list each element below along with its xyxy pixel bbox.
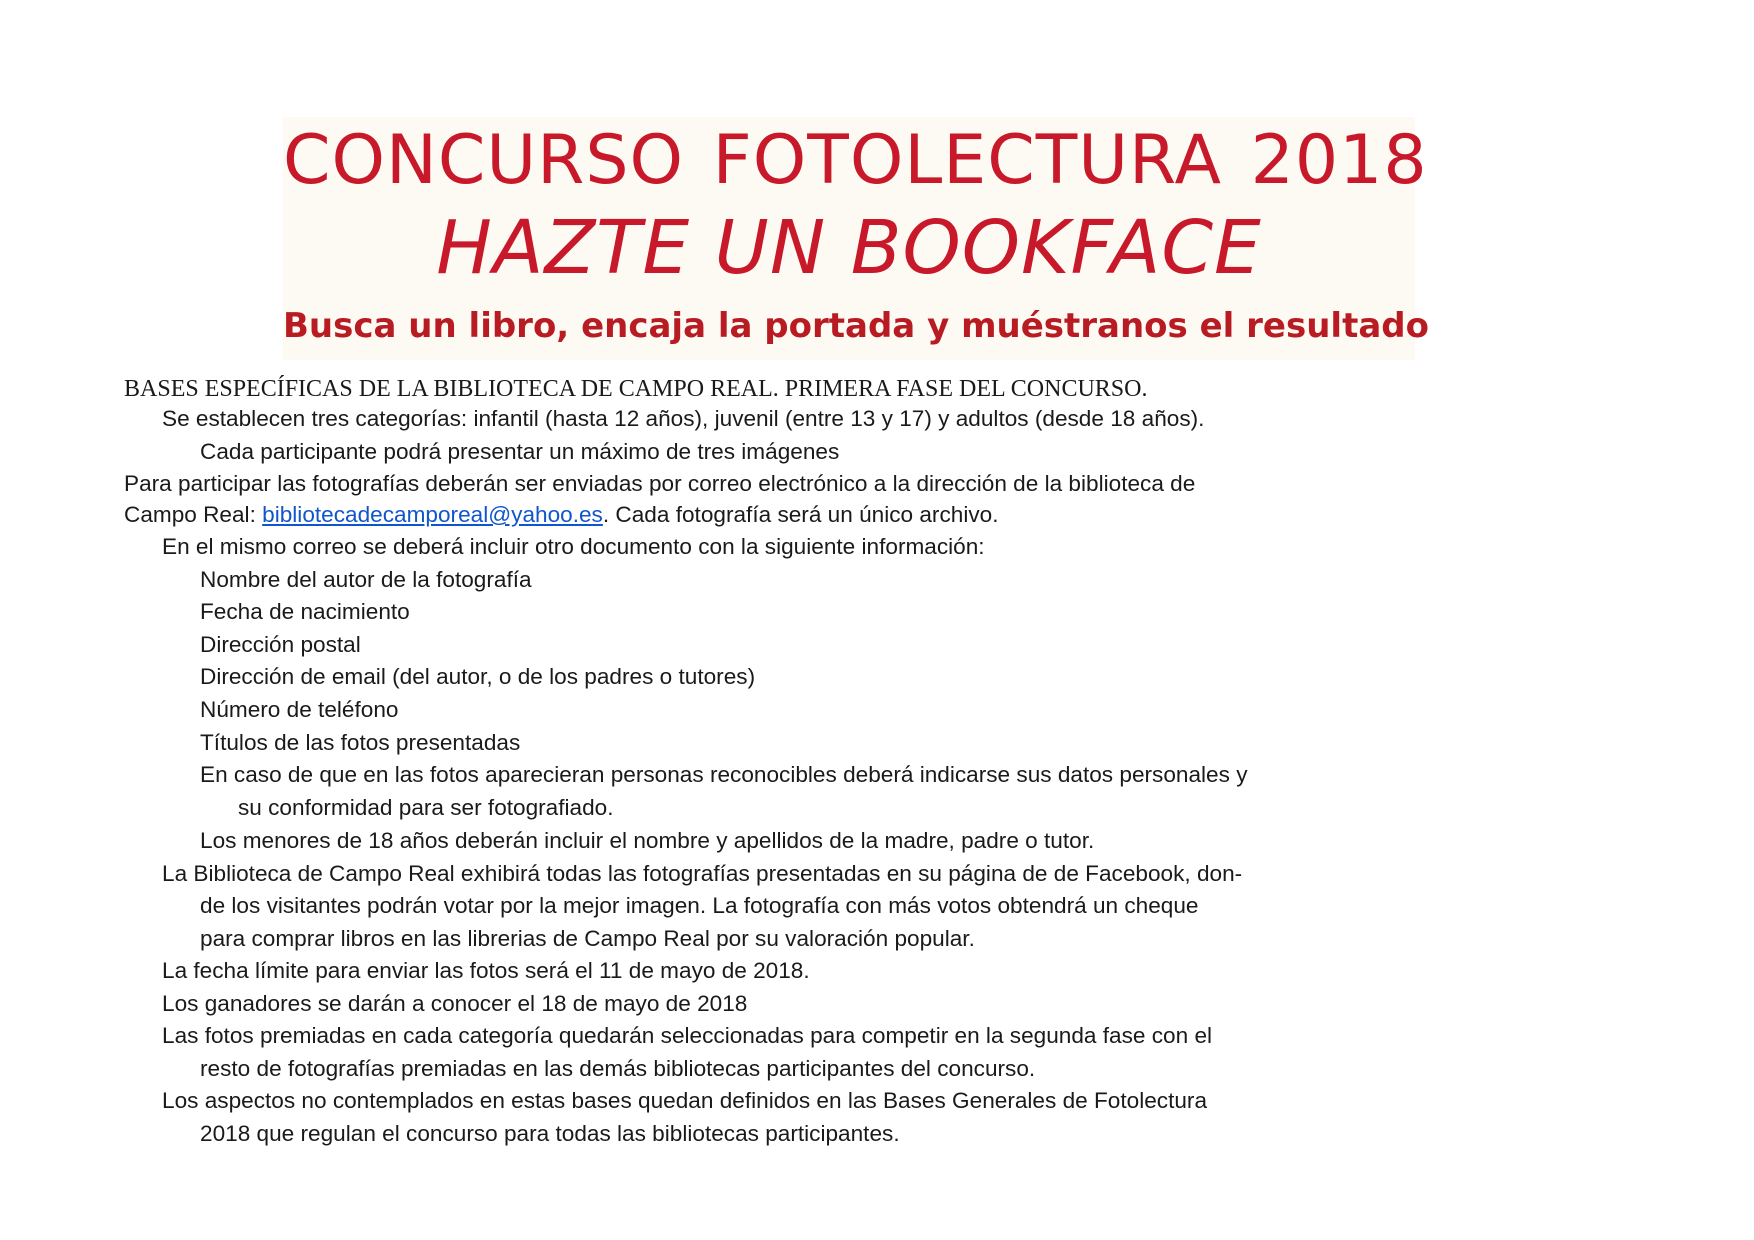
banner-subtitle: HAZTE UN BOOKFACE [436,205,1262,291]
email-paragraph-line-2 [124,500,998,530]
winners-paragraph: Los ganadores se darán a conocer el 18 de mayo de 2018 [162,991,748,1016]
deadline-paragraph: La fecha límite para enviar las fotos será el 11 de mayo de 2018. [162,958,810,983]
email-prefix: Campo Real: [124,502,263,527]
facebook-paragraph-line-1: La Biblioteca de Campo Real exhibirá todas las fotografías presentadas en su página de de Facebook, don- [162,861,1243,886]
info-list-item: Dirección de email (del autor, o de los padres o tutores) [200,664,756,689]
general-rules-paragraph-line-1: Los aspectos no contemplados en estas bases quedan definidos en las Bases Generales de Fotolectura [162,1088,1208,1113]
email-suffix: . Cada fotografía será un único archivo. [602,502,999,527]
facebook-paragraph-line-3: para comprar libros en las librerias de Campo Real por su valoración popular. [200,926,975,951]
info-list-item: En caso de que en las fotos aparecieran personas reconocibles deberá indicarse sus datos personales y [200,762,1248,787]
rules-heading: BASES ESPECÍFICAS DE LA BIBLIOTECA DE CAMPO REAL. PRIMERA FASE DEL CONCURSO. [124,376,1148,402]
categories-paragraph: Se establecen tres categorías: infantil (hasta 12 años), juvenil (entre 13 y 17) y adultos (desde 18 años). [162,406,1205,431]
email-paragraph-line-1: Para participar las fotografías deberán ser enviadas por correo electrónico a la dirección de la biblioteca de [124,471,1196,496]
info-intro-paragraph: En el mismo correo se deberá incluir otro documento con la siguiente información: [162,534,985,559]
second-phase-paragraph-line-2: resto de fotografías premiadas en las demás bibliotecas participantes del concurso. [200,1056,1036,1081]
info-list-item: Fecha de nacimiento [200,599,410,624]
info-list-item: Los menores de 18 años deberán incluir el nombre y apellidos de la madre, padre o tutor. [200,828,1095,853]
info-list-item-continuation: su conformidad para ser fotografiado. [238,795,614,820]
info-list-item: Número de teléfono [200,697,399,722]
banner-title: CONCURSO FOTOLECTURA 2018 [283,121,1428,200]
second-phase-paragraph-line-1: Las fotos premiadas en cada categoría quedarán seleccionadas para competir en la segunda fase con el [162,1023,1213,1048]
facebook-paragraph-line-2: de los visitantes podrán votar por la mejor imagen. La fotografía con más votos obtendrá un cheque [200,893,1199,918]
email-link[interactable]: bibliotecadecamporeal@yahoo.es [262,502,603,527]
banner-tagline: Busca un libro, encaja la portada y muéstranos el resultado [283,306,1429,346]
contest-banner [283,117,1429,360]
info-list-item: Dirección postal [200,632,361,657]
info-list-item: Títulos de las fotos presentadas [200,730,521,755]
max-images-paragraph: Cada participante podrá presentar un máximo de tres imágenes [200,439,840,464]
info-list-item: Nombre del autor de la fotografía [200,567,532,592]
general-rules-paragraph-line-2: 2018 que regulan el concurso para todas las bibliotecas participantes. [200,1121,900,1146]
